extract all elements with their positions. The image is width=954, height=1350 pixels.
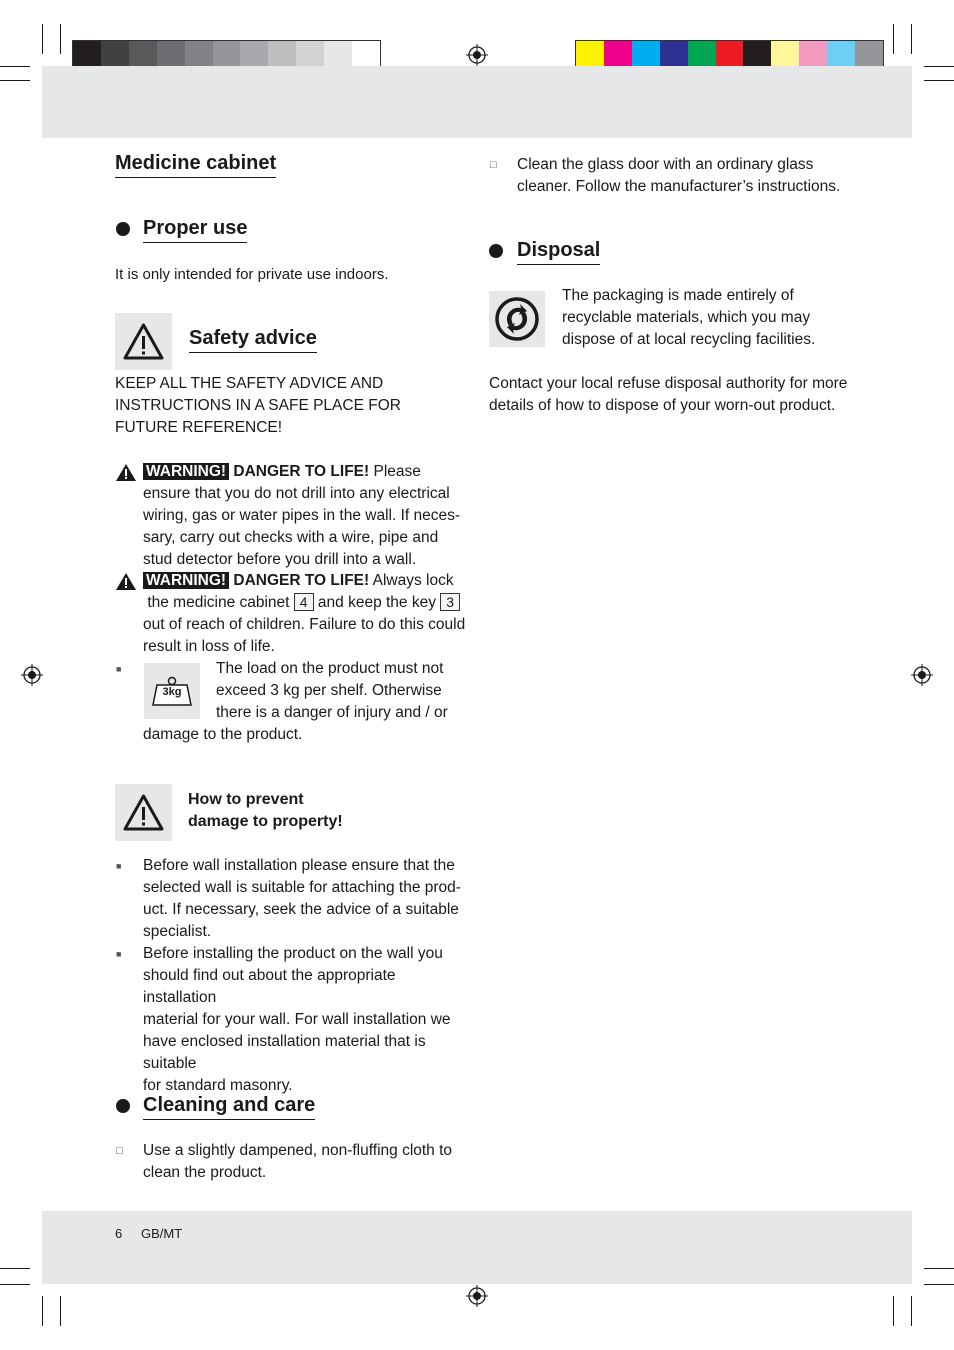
weight-3kg-icon: 3kg	[144, 663, 200, 719]
crop-mark	[0, 66, 30, 67]
crop-mark	[911, 24, 912, 54]
color-swatch	[129, 41, 157, 69]
color-swatch	[716, 41, 744, 69]
cleaning-item-2: Clean the glass door with an ordinary glass cleaner. Follow the manufacturer’s instructions.	[517, 156, 841, 195]
warning-triangle-icon	[115, 572, 137, 591]
property-heading: How to prevent damage to property!	[188, 791, 343, 830]
color-swatch	[855, 41, 883, 69]
color-swatch	[157, 41, 185, 69]
crop-mark	[0, 1268, 30, 1269]
disposal-packaging-text: The packaging is made entirely of recyclable materials, which you may dispose of at local recycling facilities.	[562, 287, 816, 348]
proper-use-text: It is only intended for private use indoors.	[115, 266, 389, 283]
warning-2: WARNING! DANGER TO LIFE! Always lock the medicine cabinet 4 and keep the key 3 out of reach of children. Failure to do this could result in loss of life.	[143, 572, 466, 655]
recycling-green-dot-icon	[489, 291, 545, 347]
warning-triangle-icon	[115, 463, 137, 482]
registration-mark-icon	[466, 44, 488, 66]
color-swatch	[688, 41, 716, 69]
color-swatch	[827, 41, 855, 69]
warning-badge: WARNING!	[143, 463, 229, 480]
crop-mark	[0, 1284, 30, 1285]
color-swatch	[660, 41, 688, 69]
color-swatch	[771, 41, 799, 69]
footer-band	[42, 1211, 912, 1284]
disposal-contact-text: Contact your local refuse disposal authority for more details of how to dispose of your worn-out product.	[489, 375, 848, 414]
crop-mark	[60, 1296, 61, 1326]
cleaning-heading: Cleaning and care	[143, 1094, 315, 1120]
crop-mark	[893, 1296, 894, 1326]
color-swatch	[73, 41, 101, 69]
color-swatch	[296, 41, 324, 69]
bullet-dot-icon	[116, 1099, 130, 1113]
registration-mark-icon	[466, 1285, 488, 1307]
color-swatch	[352, 41, 380, 69]
color-swatch	[101, 41, 129, 69]
header-band	[42, 66, 912, 138]
part-number-box: 4	[294, 593, 314, 611]
crop-mark	[924, 1268, 954, 1269]
color-swatch	[799, 41, 827, 69]
color-swatch	[213, 41, 241, 69]
checkbox-square-icon: □	[490, 159, 497, 171]
part-number-box: 3	[440, 593, 460, 611]
bullet-dot-icon	[489, 244, 503, 258]
color-swatch	[604, 41, 632, 69]
crop-mark	[0, 80, 30, 81]
safety-advice-heading: Safety advice	[189, 327, 317, 353]
color-swatch	[268, 41, 296, 69]
disposal-heading: Disposal	[517, 239, 600, 265]
property-bullet-2: Before installing the product on the wall you should find out about the appropriate installation material for your wall. For wall installation we have enclosed installation material that is suitable for standard masonry.	[143, 945, 451, 1094]
cleaning-item-1: Use a slightly dampened, non-fluffing cloth to clean the product.	[143, 1142, 453, 1181]
warning-badge: WARNING!	[143, 572, 229, 589]
color-swatch	[576, 41, 604, 69]
color-swatch	[324, 41, 352, 69]
warning-triangle-icon	[115, 313, 172, 370]
language-code: GB/MT	[141, 1226, 183, 1241]
color-swatch	[632, 41, 660, 69]
bullet-square-icon: ■	[116, 949, 122, 959]
crop-mark	[924, 80, 954, 81]
crop-mark	[911, 1296, 912, 1326]
warning-triangle-icon	[115, 784, 172, 841]
registration-mark-icon	[21, 664, 43, 686]
load-text-cont: damage to the product.	[143, 726, 303, 743]
crop-mark	[42, 1296, 43, 1326]
color-swatch	[240, 41, 268, 69]
crop-mark	[924, 1284, 954, 1285]
bullet-square-icon: ■	[116, 664, 122, 674]
crop-mark	[924, 66, 954, 67]
color-swatch	[743, 41, 771, 69]
page-title: Medicine cabinet	[115, 152, 276, 178]
registration-mark-icon	[911, 664, 933, 686]
property-bullet-1: Before wall installation please ensure that the selected wall is suitable for attaching the prod- uct. If necessary, seek the advice of a suitable specialist.	[143, 857, 461, 940]
keep-safety-text: KEEP ALL THE SAFETY ADVICE AND INSTRUCTIONS IN A SAFE PLACE FOR FUTURE REFERENCE!	[115, 375, 401, 436]
crop-mark	[893, 24, 894, 54]
checkbox-square-icon: □	[116, 1145, 123, 1157]
color-swatch	[185, 41, 213, 69]
crop-mark	[42, 24, 43, 54]
load-text: The load on the product must not exceed 3 kg per shelf. Otherwise there is a danger of injury and / or	[216, 660, 448, 721]
page-number: 6	[115, 1226, 123, 1241]
bullet-square-icon: ■	[116, 861, 122, 871]
proper-use-heading: Proper use	[143, 217, 247, 243]
warning-1: WARNING! DANGER TO LIFE! Please ensure that you do not drill into any electrical wiring, gas or water pipes in the wall. If neces- sary, carry out checks with a wire, pipe and stud detector before you drill into a wall.	[143, 463, 461, 568]
crop-mark	[60, 24, 61, 54]
bullet-dot-icon	[116, 222, 130, 236]
